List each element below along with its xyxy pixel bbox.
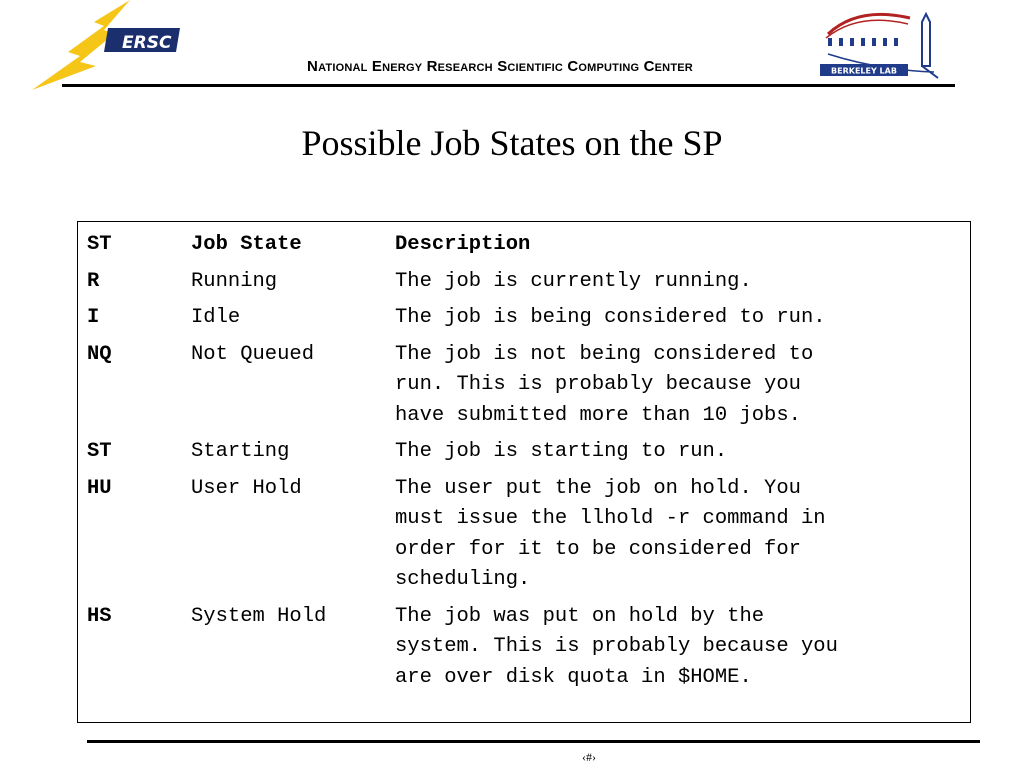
column-header-job-state: Job State — [191, 233, 302, 256]
table-row — [87, 596, 965, 694]
table-row — [87, 468, 965, 596]
state-name: User Hold — [191, 476, 302, 500]
page-number: ‹#› — [582, 750, 596, 764]
state-name: System Hold — [191, 604, 327, 628]
state-description: The user put the job on hold. You must issue the llhold -r command in order for it to be considered for scheduling. — [395, 476, 826, 591]
state-description: The job is being considered to run. — [395, 306, 826, 329]
state-code: R — [87, 269, 100, 293]
table-row — [87, 431, 965, 468]
state-name: Idle — [191, 306, 241, 329]
table-row — [87, 297, 965, 334]
column-header-description: Description — [395, 233, 531, 256]
state-code: HU — [87, 476, 112, 500]
berkeley-lab-logo-text: BERKELEY LAB — [831, 66, 897, 76]
state-name: Running — [191, 269, 278, 293]
table-row — [87, 334, 965, 432]
state-description: The job is not being considered to run. This is probably because you have submitted more than 10 jobs. — [395, 342, 814, 427]
state-description: The job is currently running. — [395, 269, 752, 293]
nersc-logo — [30, 0, 190, 90]
footer-divider — [87, 740, 980, 743]
header-divider — [62, 84, 955, 87]
table-row — [87, 261, 965, 298]
state-code: NQ — [87, 342, 112, 366]
state-code: HS — [87, 604, 112, 628]
header-title: National Energy Research Scientific Computing Center — [307, 58, 693, 75]
state-name: Starting — [191, 440, 290, 463]
berkeley-lab-logo — [818, 4, 948, 82]
job-states-table — [87, 230, 965, 693]
state-description: The job is starting to run. — [395, 440, 728, 463]
slide-title: Possible Job States on the SP — [301, 123, 723, 163]
state-description: The job was put on hold by the system. This is probably because you are over disk quota in $HOME. — [395, 604, 838, 689]
state-code: ST — [87, 440, 112, 463]
column-header-st: ST — [87, 233, 112, 256]
state-code: I — [87, 306, 100, 329]
job-states-table-frame — [77, 221, 971, 723]
state-name: Not Queued — [191, 342, 315, 366]
nersc-logo-text: ERSC — [122, 33, 172, 53]
table-header-row — [87, 230, 965, 261]
